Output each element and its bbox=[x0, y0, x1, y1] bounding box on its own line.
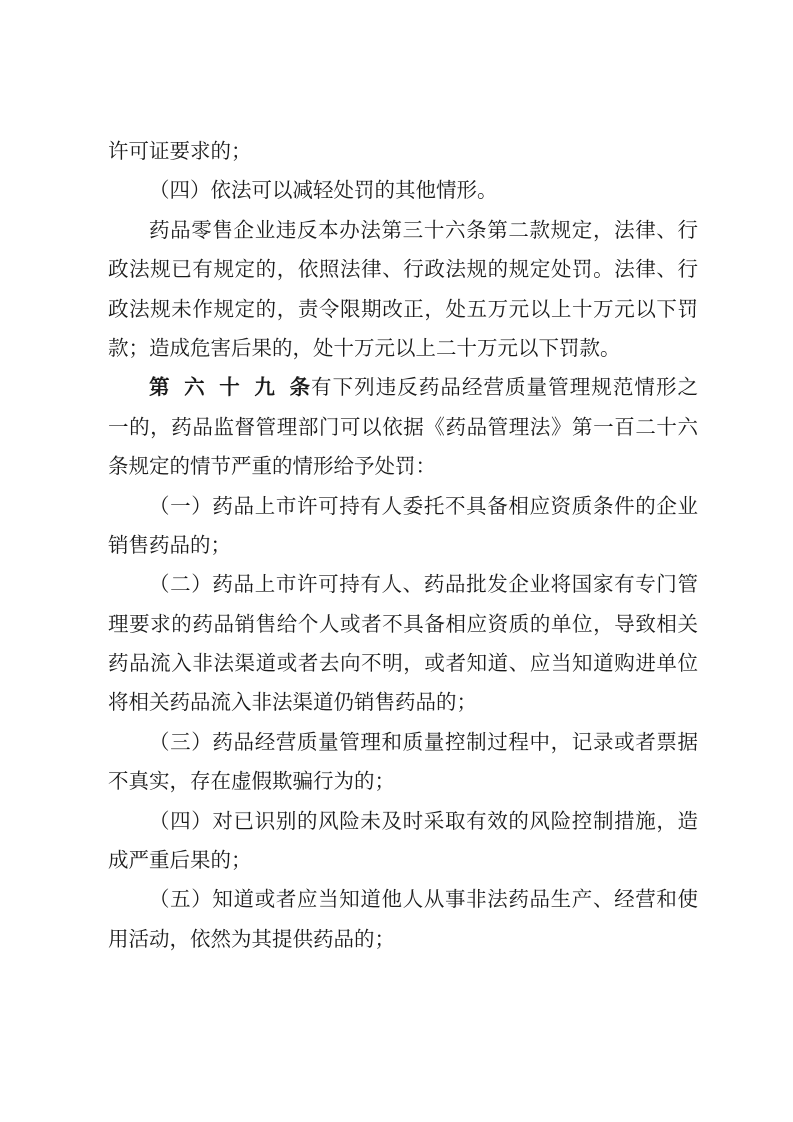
paragraph-line: （二）药品上市许可持有人、药品批发企业将国家有专门管 bbox=[149, 572, 698, 597]
paragraph-line: 理要求的药品销售给个人或者不具备相应资质的单位，导致相关 bbox=[108, 611, 698, 636]
paragraph-line: 款；造成危害后果的，处十万元以上二十万元以下罚款。 bbox=[108, 335, 621, 360]
paragraph-line: 条规定的情节严重的情形给予处罚： bbox=[108, 454, 436, 479]
paragraph-line: 一的，药品监督管理部门可以依据《药品管理法》第一百二十六 bbox=[108, 414, 698, 439]
paragraph-line: 政法规未作规定的，责令限期改正，处五万元以上十万元以下罚 bbox=[108, 296, 698, 321]
paragraph-line: 用活动，依然为其提供药品的； bbox=[108, 926, 395, 951]
paragraph-line: （三）药品经营质量管理和质量控制过程中，记录或者票据 bbox=[149, 729, 698, 754]
paragraph-line: 政法规已有规定的，依照法律、行政法规的规定处罚。法律、行 bbox=[108, 257, 698, 282]
paragraph-line-text: 有下列违反药品经营质量管理规范情形之 bbox=[310, 375, 698, 400]
paragraph-line: 不真实，存在虚假欺骗行为的； bbox=[108, 769, 395, 794]
document-body bbox=[108, 132, 698, 959]
paragraph-line: 药品流入非法渠道或者去向不明，或者知道、应当知道购进单位 bbox=[108, 651, 698, 676]
paragraph-line: （四）对已识别的风险未及时采取有效的风险控制措施，造 bbox=[149, 808, 698, 833]
article-heading-line bbox=[108, 368, 698, 407]
paragraph-line: 将相关药品流入非法渠道仍销售药品的； bbox=[108, 690, 477, 715]
article-number: 第六十九条 bbox=[149, 375, 310, 400]
paragraph-line: 成严重后果的； bbox=[108, 848, 252, 873]
paragraph-line: 许可证要求的； bbox=[108, 139, 252, 163]
paragraph-line: 药品零售企业违反本办法第三十六条第二款规定，法律、行 bbox=[149, 217, 698, 242]
paragraph-line: （四）依法可以减轻处罚的其他情形。 bbox=[149, 178, 498, 203]
paragraph-line: （五）知道或者应当知道他人从事非法药品生产、经营和使 bbox=[149, 887, 698, 912]
paragraph-line: 销售药品的； bbox=[108, 532, 231, 557]
paragraph-line: （一）药品上市许可持有人委托不具备相应资质条件的企业 bbox=[149, 493, 698, 518]
